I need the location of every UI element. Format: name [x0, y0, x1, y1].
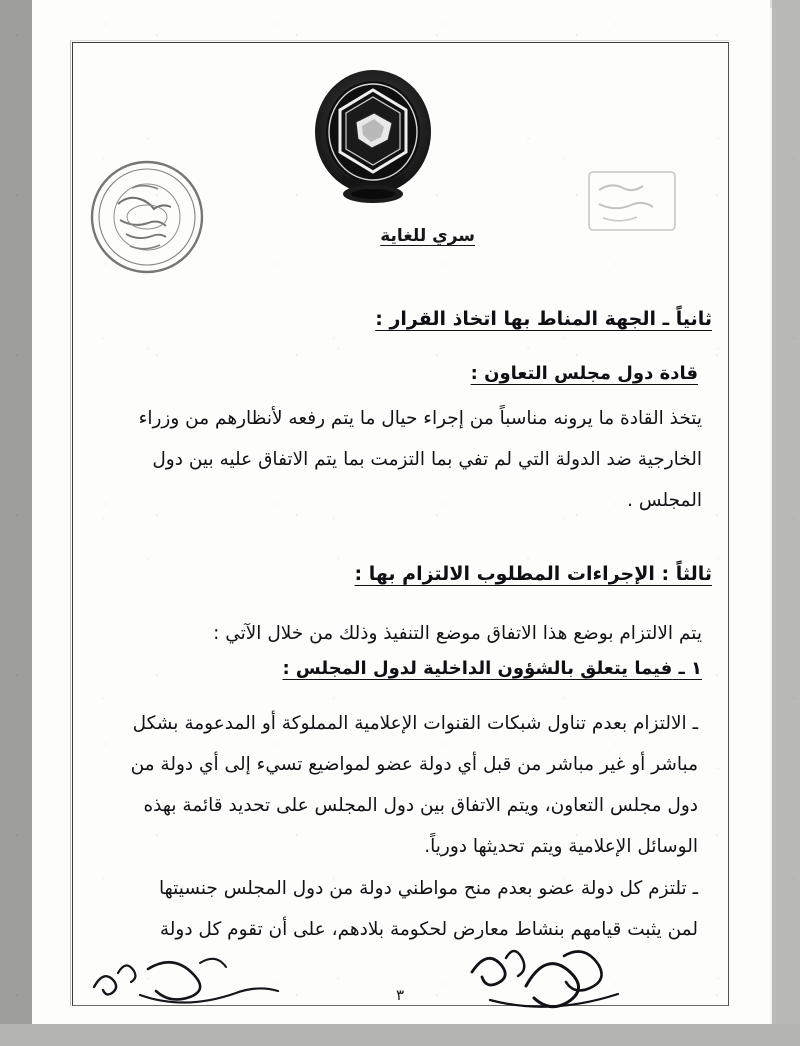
subheading-gcc-leaders: قادة دول مجلس التعاون : — [470, 363, 698, 384]
scan-margin-bottom — [0, 1024, 800, 1046]
classification-label: سري للغاية — [380, 226, 475, 246]
section-heading-third: ثالثاً : الإجراءات المطلوب الالتزام بها : — [354, 563, 712, 585]
document-content — [80, 48, 720, 1004]
item-1-bullet-2: ـ تلتزم كل دولة عضو بعدم منح مواطني دولة من دول المجلس جنسيتها لمن يثبت قيامهم بنشاط معارض لحكومة بلادهم، على أن تقوم كل دولة — [158, 878, 698, 940]
page-number: ٣ — [395, 986, 405, 1004]
paragraph-leaders: يتخذ القادة ما يرونه مناسباً من إجراء حيال ما يتم رفعه لأنظارهم من وزراء الخارجية ضد الدولة التي لم تفي بما التزمت بما يتم الاتفاق عليه بين دول المجلس . — [138, 408, 702, 511]
faint-rectangular-stamp — [585, 166, 680, 238]
circular-stamp — [88, 158, 206, 276]
item-1-title — [212, 658, 702, 679]
scan-margin-right — [772, 0, 800, 1046]
scan-margin-left — [0, 0, 32, 1046]
section-heading-second: ثانياً ـ الجهة المناط بها اتخاذ القرار : — [375, 308, 712, 330]
item-1-label: فيما يتعلق بالشؤون الداخلية لدول المجلس : — [282, 658, 673, 679]
item-1-bullet-1: ـ الالتزام بعدم تناول شبكات القنوات الإعلامية المملوكة أو المدعومة بشكل مباشر أو غير مباشر من قبل أي دولة عضو لمواضيع تسيء إلى أي دولة من دول مجلس التعاون، ويتم الاتفاق بين دول المجلس على تحديد قائمة بهذه الوسائل الإعلامية ويتم تحديثها دورياً. — [130, 713, 698, 857]
paragraph-third-intro: يتم الالتزام بوضع هذا الاتفاق موضع التنفيذ وذلك من خلال الآتي : — [213, 623, 702, 644]
gcc-emblem — [312, 66, 434, 211]
item-1-number: ١ ـ — [678, 658, 702, 679]
